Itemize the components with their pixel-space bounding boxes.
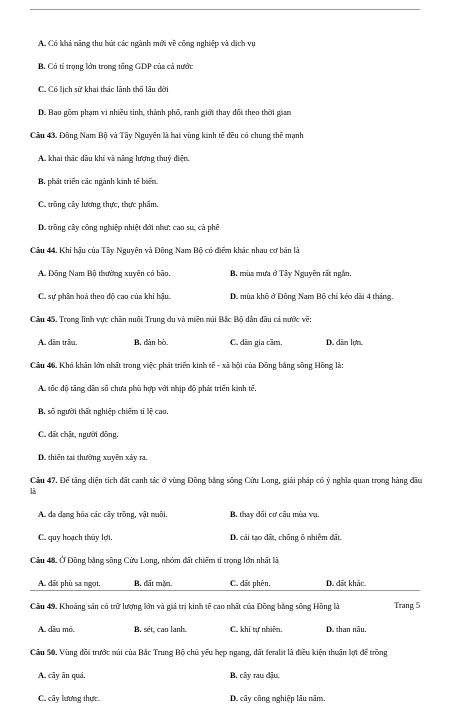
option-letter: D.: [230, 292, 239, 301]
option-letter: A.: [38, 154, 47, 163]
answer-option: [30, 406, 422, 417]
option-text: đất mặn.: [143, 579, 173, 588]
question: [30, 647, 422, 658]
option-letter: D.: [230, 533, 239, 542]
option-text: cây công nghiệp lâu năm.: [240, 694, 326, 703]
answer-row: [30, 509, 422, 520]
question-text: Trong lĩnh vực chăn nuôi Trung du và miền núi Bắc Bộ dẫn đầu cả nước về:: [57, 315, 312, 324]
option-text: phát triển các ngành kinh tế biển.: [45, 177, 159, 186]
option-text: Có khả năng thu hút các ngành mới về công nghiệp và dịch vụ: [46, 39, 256, 48]
option-text: than nâu.: [336, 625, 367, 634]
question-text: Ở Đồng bằng sông Cửu Long, nhóm đất chiếm tỉ trọng lớn nhất là: [57, 556, 279, 565]
answer-row: [30, 532, 422, 543]
question: [30, 314, 422, 325]
answer-option: [230, 693, 422, 704]
option-letter: B.: [134, 338, 142, 347]
answer-option: [230, 624, 326, 635]
answer-option: [30, 38, 422, 49]
option-text: đất phèn.: [240, 579, 271, 588]
answer-option: [38, 532, 230, 543]
option-text: sét, cao lanh.: [143, 625, 187, 634]
option-letter: D.: [38, 223, 47, 232]
question-text: Để tăng diện tích đất canh tác ở vùng Đồng bằng sông Cửu Long, giải pháp có ý nghĩa quan trọng hàng đầu là: [30, 476, 423, 496]
option-text: cây lương thực.: [48, 694, 101, 703]
answer-row: [30, 268, 422, 279]
option-text: mùa khô ở Đông Nam Bộ chỉ kéo dài 4 tháng.: [240, 292, 394, 301]
option-letter: C.: [230, 625, 239, 634]
question-text: Khí hậu của Tây Nguyên và Đông Nam Bộ có điểm khác nhau cơ bản là: [57, 246, 300, 255]
option-text: số người thất nghiệp chiếm tỉ lệ cao.: [45, 407, 169, 416]
answer-option: [30, 383, 422, 394]
option-letter: D.: [326, 579, 335, 588]
question-number: Câu 48.: [30, 556, 58, 565]
option-text: trồng cây công nghiệp nhiệt đới như: cao su, cà phê: [46, 223, 220, 232]
answer-option: [230, 578, 326, 589]
question-number: Câu 43.: [30, 131, 58, 140]
answer-option: [134, 578, 230, 589]
option-text: cây ăn quả.: [48, 671, 86, 680]
answer-option: [30, 429, 422, 440]
option-letter: A.: [38, 671, 47, 680]
page-number: Trang 5: [394, 601, 420, 610]
option-text: Có lịch sử khai thác lãnh thổ lâu đời: [46, 85, 169, 94]
question-number: Câu 47.: [30, 476, 58, 485]
option-letter: A.: [38, 39, 47, 48]
option-text: đàn lợn.: [336, 338, 364, 347]
option-letter: A.: [38, 579, 47, 588]
option-letter: C.: [38, 85, 47, 94]
option-letter: A.: [38, 384, 47, 393]
answer-option: [38, 337, 134, 348]
option-letter: B.: [134, 579, 142, 588]
option-letter: C.: [38, 694, 47, 703]
option-text: mùa mưa ở Tây Nguyên rất ngắn.: [239, 269, 352, 278]
question-text: Đông Nam Bộ và Tây Nguyên là hai vùng kinh tế đều có chung thế mạnh: [57, 131, 304, 140]
option-letter: C.: [230, 579, 239, 588]
option-letter: A.: [38, 625, 47, 634]
option-text: đàn trâu.: [48, 338, 78, 347]
answer-option: [230, 509, 422, 520]
answer-option: [30, 107, 422, 118]
option-letter: C.: [230, 338, 239, 347]
option-letter: C.: [38, 533, 47, 542]
option-letter: B.: [38, 177, 46, 186]
option-letter: D.: [38, 453, 47, 462]
answer-row: [30, 624, 422, 635]
question-text: Khó khăn lớn nhất trong việc phát triển kinh tế - xã hội của Đồng bằng sông Hồng là:: [57, 361, 344, 370]
answer-option: [30, 222, 422, 233]
answer-option: [326, 578, 422, 589]
option-letter: B.: [134, 625, 142, 634]
header-rule: [30, 9, 420, 10]
answer-option: [230, 670, 422, 681]
option-letter: D.: [326, 338, 335, 347]
answer-option: [38, 268, 230, 279]
question: [30, 475, 422, 497]
question: [30, 555, 422, 566]
question-number: Câu 46.: [30, 361, 58, 370]
option-text: đất phù sa ngọt.: [48, 579, 101, 588]
option-letter: A.: [38, 510, 47, 519]
option-letter: B.: [230, 269, 238, 278]
option-letter: C.: [38, 292, 47, 301]
question-text: Khoáng sản có trữ lượng lớn và giá trị kinh tế cao nhất của Đồng bằng sông Hồng là: [57, 602, 340, 611]
answer-option: [38, 693, 230, 704]
answer-option: [30, 176, 422, 187]
answer-option: [38, 670, 230, 681]
option-text: đa dạng hóa các cây trồng, vật nuôi.: [48, 510, 168, 519]
option-text: cây rau đậu.: [239, 671, 280, 680]
question-number: Câu 45.: [30, 315, 58, 324]
option-text: Có tỉ trọng lớn trong tổng GDP của cả nước: [45, 62, 194, 71]
option-text: Đông Nam Bộ thường xuyên có bão.: [48, 269, 171, 278]
option-text: đất khác.: [336, 579, 367, 588]
option-text: tốc độ tăng dân số chưa phù hợp với nhịp độ phát triển kinh tế.: [46, 384, 257, 393]
option-letter: B.: [38, 62, 46, 71]
option-text: đàn gia cầm.: [240, 338, 283, 347]
answer-option: [30, 84, 422, 95]
option-letter: D.: [326, 625, 335, 634]
answer-option: [38, 291, 230, 302]
answer-row: [30, 693, 422, 704]
question: [30, 601, 422, 612]
answer-row: [30, 291, 422, 302]
option-letter: C.: [38, 430, 47, 439]
option-letter: C.: [38, 200, 47, 209]
answer-option: [230, 291, 422, 302]
question: [30, 130, 422, 141]
option-letter: B.: [38, 407, 46, 416]
answer-row: [30, 337, 422, 348]
exam-content: [30, 38, 422, 716]
option-text: quy hoạch thủy lợi.: [48, 533, 113, 542]
option-text: trồng cây lương thực, thực phẩm.: [46, 200, 159, 209]
answer-option: [30, 61, 422, 72]
answer-option: [134, 337, 230, 348]
answer-option: [230, 532, 422, 543]
answer-option: [134, 624, 230, 635]
option-letter: D.: [38, 108, 47, 117]
question: [30, 360, 422, 371]
answer-option: [326, 337, 422, 348]
option-text: sự phân hoá theo độ cao của khí hậu.: [48, 292, 171, 301]
option-text: đất chật, người đông.: [46, 430, 119, 439]
option-text: thay đổi cơ cấu mùa vụ.: [239, 510, 320, 519]
option-text: Bao gồm phạm vi nhiều tỉnh, thành phố, ranh giới thay đổi theo thời gian: [46, 108, 292, 117]
option-letter: D.: [230, 694, 239, 703]
answer-option: [38, 509, 230, 520]
answer-option: [230, 337, 326, 348]
answer-option: [38, 578, 134, 589]
answer-option: [30, 199, 422, 210]
answer-option: [38, 624, 134, 635]
option-text: cải tạo đất, chống ô nhiễm đất.: [240, 533, 342, 542]
option-text: khí tự nhiên.: [240, 625, 283, 634]
option-text: dầu mỏ.: [48, 625, 75, 634]
answer-row: [30, 670, 422, 681]
option-text: đàn bò.: [143, 338, 169, 347]
question: [30, 245, 422, 256]
question-number: Câu 49.: [30, 602, 58, 611]
answer-option: [230, 268, 422, 279]
footer-rule: [30, 590, 420, 591]
question-number: Câu 50.: [30, 648, 58, 657]
question-number: Câu 44.: [30, 246, 58, 255]
answer-option: [30, 452, 422, 463]
option-letter: A.: [38, 269, 47, 278]
option-letter: A.: [38, 338, 47, 347]
answer-option: [30, 153, 422, 164]
option-letter: B.: [230, 510, 238, 519]
option-text: thiên tai thường xuyên xảy ra.: [46, 453, 148, 462]
option-letter: B.: [230, 671, 238, 680]
answer-row: [30, 578, 422, 589]
option-text: khai thác dầu khí và năng lượng thuỷ điện.: [46, 154, 190, 163]
answer-option: [326, 624, 422, 635]
question-text: Vùng đồi trước núi của Bắc Trung Bộ chủ yếu hẹp ngang, đất feralit là điều kiện thuận lợi để trồng: [57, 648, 388, 657]
